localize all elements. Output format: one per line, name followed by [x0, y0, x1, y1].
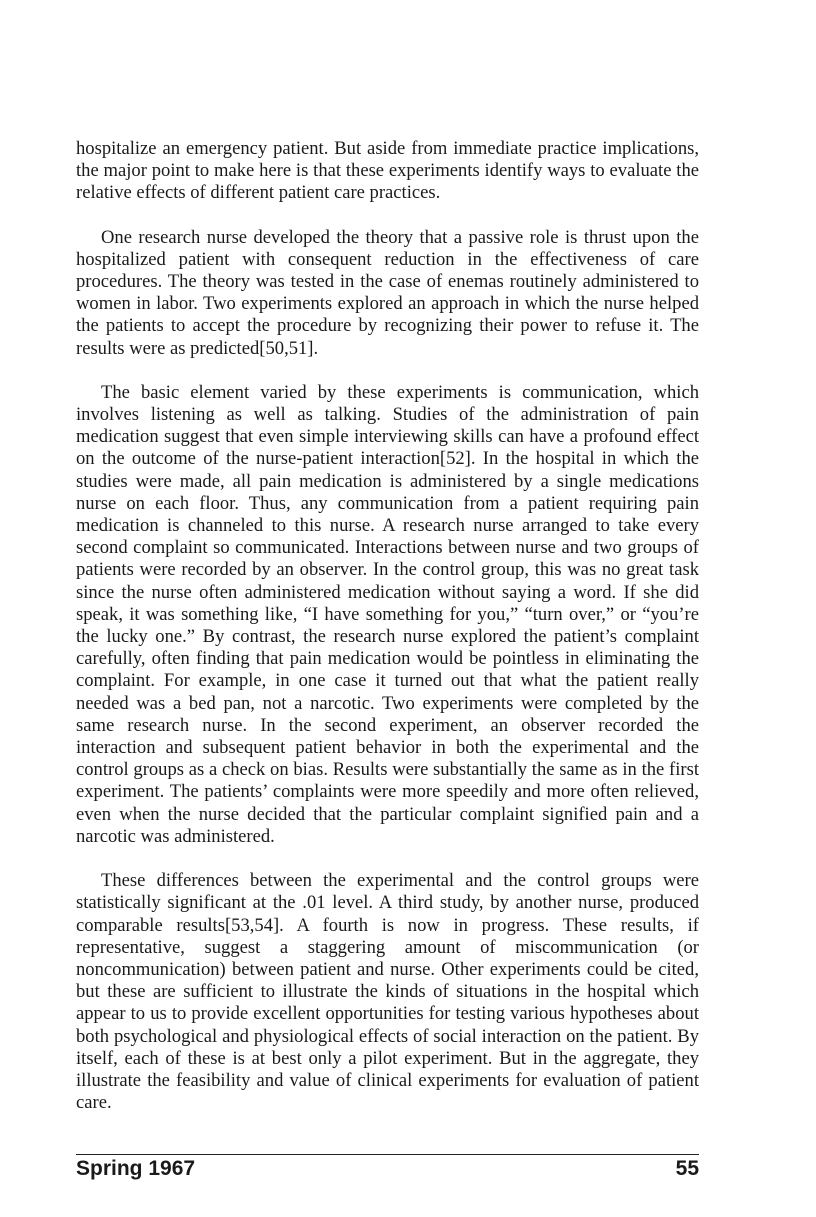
footer-page-number: 55	[675, 1157, 699, 1180]
footer-rule	[76, 1154, 699, 1155]
paragraph-spacer	[76, 360, 699, 382]
article-body	[76, 138, 699, 1114]
footer-issue: Spring 1967	[76, 1157, 196, 1180]
paragraph-communication: The basic element varied by these experiments is communication, which involves listening as well as talking. Studies of the administration of pain medication suggest that even simple interviewing skills can have a profound effect on the outcome of the nurse-patient interaction[52]. In the hospital in which the studies were made, all pain medication is administered by a single medications nurse on each floor. Thus, any communication from a patient requiring pain medication is channeled to this nurse. A research nurse arranged to take every second complaint so communicated. Interactions between nurse and two groups of patients were recorded by an observer. In the control group, this was no great task since the nurse often administered medication without saying a word. If she did speak, it was something like, “I have something for you,” “turn over,” or “you’re the lucky one.” By contrast, the research nurse explored the patient’s complaint carefully, often finding that pain medication would be pointless in eliminating the complaint. For example, in one case it turned out that what the patient really needed was a bed pan, not a narcotic. Two experiments were completed by the same research nurse. In the second experiment, an observer recorded the interaction and subsequent patient behavior in both the experimental and the control groups as a check on bias. Results were substantially the same as in the first experiment. The patients’ complaints were more speedily and more often relieved, even when the nurse decided that the particular complaint signified pain and a narcotic was administered.	[76, 381, 699, 847]
footer-row	[76, 1157, 699, 1181]
paragraph-spacer	[76, 205, 699, 227]
paragraph-spacer	[76, 848, 699, 870]
paragraph-differences: These differences between the experimental and the control groups were statistically significant at the .01 level. A third study, by another nurse, produced comparable results[53,54]. A fourth is now in progress. These results, if representative, suggest a staggering amount of miscommunication (or noncommunication) between patient and nurse. Other experiments could be cited, but these are sufficient to illustrate the kinds of situations in the hospital which appear to us to provide excellent opportunities for testing various hypotheses about both psychological and physiological effects of social interaction on the patient. By itself, each of these is at best only a pilot experiment. But in the aggregate, they illustrate the feasibility and value of clinical experiments for evaluation of patient care.	[76, 870, 699, 1114]
paragraph-continuation: hospitalize an emergency patient. But aside from immediate practice implications, the major point to make here is that these experiments identify ways to evaluate the relative effects of different patient care practices.	[76, 138, 699, 204]
paragraph-passive-role: One research nurse developed the theory that a passive role is thrust upon the hospitalized patient with consequent reduction in the effectiveness of care procedures. The theory was tested in the case of enemas routinely administered to women in labor. Two experiments explored an approach in which the nurse helped the patients to accept the procedure by recognizing their power to refuse it. The results were as predicted[50,51].	[76, 226, 699, 359]
page-footer	[76, 1154, 699, 1181]
